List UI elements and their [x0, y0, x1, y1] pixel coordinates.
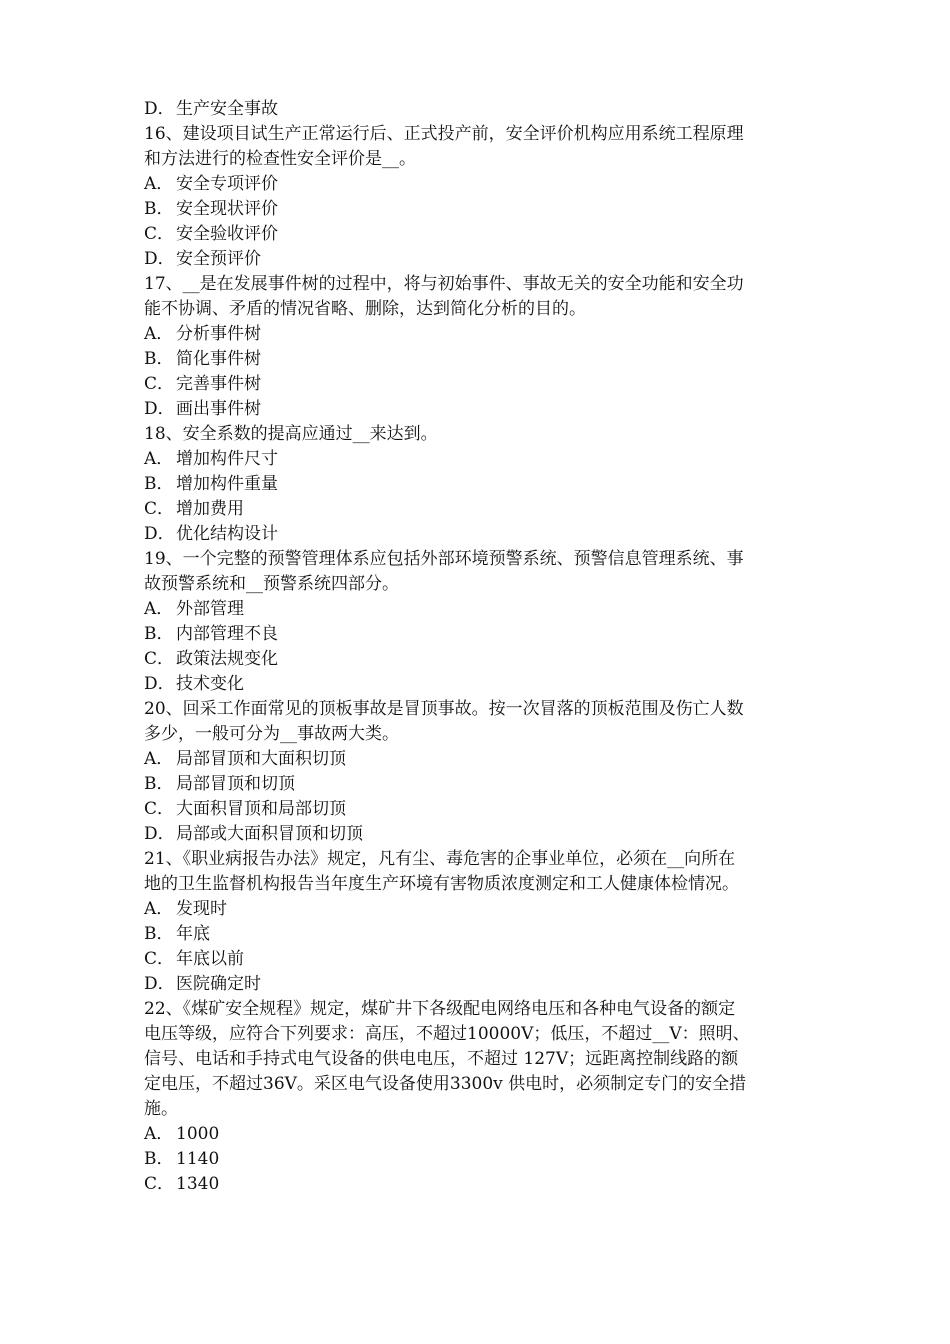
question-text-line: 19、一个完整的预警管理体系应包括外部环境预警系统、预警信息管理系统、事: [144, 549, 744, 569]
option-label: B．: [144, 624, 174, 644]
option-text: 生产安全事故: [176, 99, 278, 119]
option-text: 安全专项评价: [176, 174, 278, 194]
option-text: 1340: [176, 1174, 220, 1194]
option-label: D．: [144, 974, 175, 994]
option-line: [144, 672, 814, 697]
question-text-line: 和方法进行的检查性安全评价是__。: [144, 149, 416, 169]
option-line: [144, 747, 814, 772]
option-label: D．: [144, 99, 175, 119]
question-text-line: 定电压，不超过36V。采区电气设备使用3300v 供电时，必须制定专门的安全措: [144, 1074, 747, 1094]
option-text: 安全现状评价: [176, 199, 278, 219]
option-text: 局部冒顶和大面积切顶: [176, 749, 346, 769]
option-line: [144, 1122, 814, 1147]
option-line: [144, 247, 814, 272]
option-text: 增加构件重量: [176, 474, 278, 494]
option-text: 技术变化: [176, 674, 244, 694]
option-label: C．: [144, 1174, 175, 1194]
option-text: 局部冒顶和切顶: [176, 774, 295, 794]
question-text-line: 电压等级，应符合下列要求：高压，不超过10000V；低压，不超过__V：照明、: [144, 1024, 750, 1044]
option-line: [144, 322, 814, 347]
option-label: A．: [144, 899, 174, 919]
option-line: [144, 222, 814, 247]
question-text-line: 17、__是在发展事件树的过程中，将与初始事件、事故无关的安全功能和安全功: [144, 274, 744, 294]
option-text: 内部管理不良: [176, 624, 278, 644]
option-text: 政策法规变化: [176, 649, 278, 669]
question-block: [144, 697, 814, 847]
option-label: A．: [144, 1124, 174, 1144]
question-list: [144, 122, 814, 1197]
option-text: 大面积冒顶和局部切顶: [176, 799, 346, 819]
question-block: [144, 997, 814, 1197]
question-text-line: 能不协调、矛盾的情况省略、删除，达到简化分析的目的。: [144, 299, 586, 319]
option-line: [144, 522, 814, 547]
option-label: A．: [144, 449, 174, 469]
option-text: 外部管理: [176, 599, 244, 619]
option-label: D．: [144, 524, 175, 544]
option-line: [144, 472, 814, 497]
option-line: [144, 172, 814, 197]
option-text: 年底: [176, 924, 210, 944]
option-label: B．: [144, 349, 174, 369]
option-line: [144, 197, 814, 222]
option-label: D．: [144, 674, 175, 694]
question-text-line: 地的卫生监督机构报告当年度生产环境有害物质浓度测定和工人健康体检情况。: [144, 874, 739, 894]
option-line: [144, 897, 814, 922]
option-line: [144, 347, 814, 372]
option-text: 优化结构设计: [176, 524, 278, 544]
question-text-line: 18、安全系数的提高应通过__来达到。: [144, 424, 438, 444]
option-text: 完善事件树: [176, 374, 261, 394]
option-line: [144, 647, 814, 672]
option-label: D．: [144, 249, 175, 269]
option-label: C．: [144, 649, 175, 669]
option-line: [144, 497, 814, 522]
question-text-line: 多少，一般可分为__事故两大类。: [144, 724, 399, 744]
option-label: A．: [144, 174, 174, 194]
option-label: C．: [144, 499, 175, 519]
option-label: D．: [144, 399, 175, 419]
option-text: 安全验收评价: [176, 224, 278, 244]
option-label: B．: [144, 199, 174, 219]
option-line: [144, 972, 814, 997]
option-line: [144, 772, 814, 797]
option-line: [144, 797, 814, 822]
option-label: B．: [144, 924, 174, 944]
option-label: C．: [144, 224, 175, 244]
question-text-line: 22、《煤矿安全规程》规定，煤矿井下各级配电网络电压和各种电气设备的额定: [144, 999, 736, 1019]
question-text-line: 信号、电话和手持式电气设备的供电电压，不超过 127V；远距离控制线路的额: [144, 1049, 739, 1069]
question-block: [144, 847, 814, 997]
option-label: A．: [144, 599, 174, 619]
option-text: 医院确定时: [176, 974, 261, 994]
option-label: C．: [144, 374, 175, 394]
option-line: [144, 397, 814, 422]
option-line: [144, 447, 814, 472]
option-label: B．: [144, 474, 174, 494]
question-text-line: 20、回采工作面常见的顶板事故是冒顶事故。按一次冒落的顶板范围及伤亡人数: [144, 699, 744, 719]
option-text: 画出事件树: [176, 399, 261, 419]
option-text: 1000: [176, 1124, 220, 1144]
option-label: C．: [144, 949, 175, 969]
question-block: [144, 422, 814, 547]
question-block: [144, 547, 814, 697]
question-text-line: 故预警系统和__预警系统四部分。: [144, 574, 399, 594]
option-text: 安全预评价: [176, 249, 261, 269]
option-label: C．: [144, 799, 175, 819]
option-text: 年底以前: [176, 949, 244, 969]
option-label: B．: [144, 1149, 174, 1169]
option-line: [144, 597, 814, 622]
option-text: 增加费用: [176, 499, 244, 519]
option-line: [144, 372, 814, 397]
option-label: D．: [144, 824, 175, 844]
document-page: [144, 97, 814, 1197]
option-line: [144, 822, 814, 847]
question-block: [144, 272, 814, 422]
option-label: A．: [144, 324, 174, 344]
option-line: [144, 922, 814, 947]
question-text-line: 21、《职业病报告办法》规定，凡有尘、毒危害的企事业单位，必须在__向所在: [144, 849, 736, 869]
option-text: 简化事件树: [176, 349, 261, 369]
option-label: A．: [144, 749, 174, 769]
option-line: [144, 947, 814, 972]
option-text: 局部或大面积冒顶和切顶: [176, 824, 363, 844]
option-line: [144, 622, 814, 647]
option-label: B．: [144, 774, 174, 794]
option-text: 分析事件树: [176, 324, 261, 344]
option-text: 增加构件尺寸: [176, 449, 278, 469]
question-text-line: 施。: [144, 1099, 178, 1119]
option-line: [144, 97, 814, 122]
question-block: [144, 122, 814, 272]
option-text: 1140: [176, 1149, 220, 1169]
option-line: [144, 1172, 814, 1197]
question-text-line: 16、建设项目试生产正常运行后、正式投产前，安全评价机构应用系统工程原理: [144, 124, 744, 144]
option-line: [144, 1147, 814, 1172]
option-text: 发现时: [176, 899, 227, 919]
